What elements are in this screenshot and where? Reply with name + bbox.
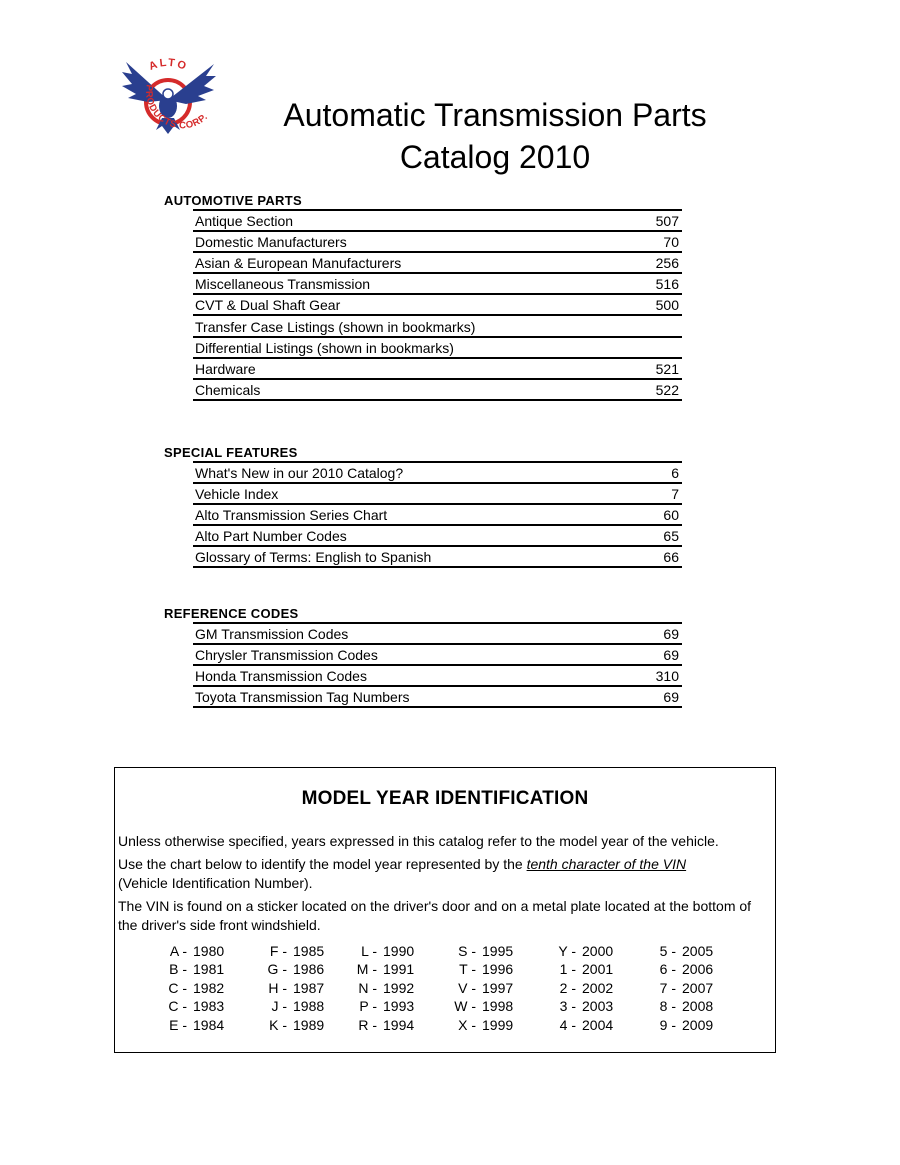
vin-code-year: 1989 xyxy=(293,1016,325,1033)
model-year-title: MODEL YEAR IDENTIFICATION xyxy=(301,788,589,809)
vin-code-letter: H - xyxy=(268,979,287,996)
vin-code-year: 1991 xyxy=(383,961,415,978)
toc-label: Chrysler Transmission Codes xyxy=(195,647,378,664)
vin-code-letter: P - xyxy=(359,998,377,1015)
vin-code-entry xyxy=(263,979,324,997)
vin-code-letter: W - xyxy=(454,998,476,1015)
vin-code-entry xyxy=(353,1016,414,1034)
vin-code-letter: B - xyxy=(169,961,187,978)
vin-code-letter: L - xyxy=(361,943,377,959)
toc-list xyxy=(193,209,682,401)
toc-row[interactable] xyxy=(193,687,682,708)
toc-label: Differential Listings (shown in bookmarks) xyxy=(195,339,454,356)
vin-code-letter: Y - xyxy=(558,943,576,959)
vin-code-entry xyxy=(353,997,414,1015)
svg-text:ALTO xyxy=(147,57,189,73)
toc-page: 256 xyxy=(655,255,679,272)
vin-code-entry xyxy=(452,979,513,997)
vin-code-year: 2008 xyxy=(682,998,714,1015)
eagle-head xyxy=(163,89,173,99)
vin-code-year: 1981 xyxy=(193,961,225,978)
vin-code-year: 2004 xyxy=(582,1016,614,1033)
vin-code-entry xyxy=(163,979,224,997)
vin-code-letter: T - xyxy=(459,961,476,978)
vin-code-letter: 8 - xyxy=(659,998,676,1015)
vin-code-entry xyxy=(353,979,414,997)
model-year-para-3: The VIN is found on a sticker located on the driver's door and on a metal plate located at the bottom of the driver's side front windshield. xyxy=(118,898,752,933)
vin-code-year: 1987 xyxy=(293,979,325,996)
toc-label: Alto Part Number Codes xyxy=(195,528,347,545)
vin-code-year: 2009 xyxy=(682,1016,714,1033)
toc-page: 6 xyxy=(671,465,679,482)
vin-code-entry xyxy=(652,942,713,960)
toc-page: 522 xyxy=(655,381,679,398)
toc-page: 69 xyxy=(663,626,679,643)
vin-code-letter: 5 - xyxy=(659,943,676,959)
toc-row[interactable] xyxy=(193,316,682,337)
vin-code-entry xyxy=(263,997,324,1015)
vin-code-entry xyxy=(552,942,613,960)
toc-row[interactable] xyxy=(193,526,682,547)
vin-code-entry xyxy=(353,960,414,978)
vin-code-year: 2002 xyxy=(582,979,614,996)
toc-label: Glossary of Terms: English to Spanish xyxy=(195,549,432,566)
toc-list xyxy=(193,622,682,708)
toc-page: 310 xyxy=(655,668,679,685)
toc-label: Toyota Transmission Tag Numbers xyxy=(195,689,410,706)
toc-row[interactable] xyxy=(193,232,682,253)
section-heading: REFERENCE CODES xyxy=(164,606,299,621)
model-year-para-2 xyxy=(118,855,765,893)
title-line-2: Catalog 2010 xyxy=(399,139,591,175)
vin-code-year: 1986 xyxy=(293,961,325,978)
toc-page: 69 xyxy=(663,647,679,664)
para-2-after: (Vehicle Identification Number). xyxy=(118,875,313,891)
vin-code-letter: N - xyxy=(358,979,377,996)
vin-code-entry xyxy=(652,1016,713,1034)
vin-code-entry xyxy=(552,979,613,997)
vin-code-letter: 4 - xyxy=(559,1016,576,1033)
toc-row[interactable] xyxy=(193,505,682,526)
vin-code-entry xyxy=(452,942,513,960)
title-line-1: Automatic Transmission Parts xyxy=(283,97,707,133)
catalog-title xyxy=(250,94,740,178)
toc-label: Honda Transmission Codes xyxy=(195,668,367,685)
toc-label: Miscellaneous Transmission xyxy=(195,276,371,293)
toc-row[interactable] xyxy=(193,380,682,401)
toc-row[interactable] xyxy=(193,211,682,232)
toc-label: Domestic Manufacturers xyxy=(195,234,347,251)
toc-row[interactable] xyxy=(193,547,682,568)
vin-code-entry xyxy=(263,942,324,960)
vin-year-codes xyxy=(115,942,777,1037)
toc-page: 65 xyxy=(663,528,679,545)
vin-code-entry xyxy=(652,997,713,1015)
toc-page: 60 xyxy=(663,507,679,524)
vin-code-entry xyxy=(163,1016,224,1034)
model-year-box xyxy=(114,767,776,1053)
vin-code-entry xyxy=(652,960,713,978)
vin-code-letter: 6 - xyxy=(659,961,676,978)
toc-list xyxy=(193,461,682,568)
vin-code-year: 1984 xyxy=(193,1016,225,1033)
toc-row[interactable] xyxy=(193,484,682,505)
toc-row[interactable] xyxy=(193,463,682,484)
vin-code-year: 2003 xyxy=(582,998,614,1015)
vin-code-letter: 2 - xyxy=(559,979,576,996)
toc-label: Antique Section xyxy=(195,213,294,230)
vin-code-letter: V - xyxy=(458,979,476,996)
toc-row[interactable] xyxy=(193,338,682,359)
toc-label: Chemicals xyxy=(195,381,261,398)
model-year-para-1: Unless otherwise specified, years expressed in this catalog refer to the model year of the vehicle. xyxy=(118,833,719,849)
vin-code-year: 2001 xyxy=(582,961,614,978)
vin-code-entry xyxy=(353,942,414,960)
vin-code-letter: X - xyxy=(458,1016,476,1033)
vin-code-letter: K - xyxy=(269,1016,287,1033)
vin-code-entry xyxy=(163,960,224,978)
logo-bottom-text: PRODUCTS CORP. xyxy=(143,83,211,132)
toc-label: Hardware xyxy=(195,360,256,377)
vin-code-letter: G - xyxy=(267,961,287,978)
vin-code-year: 1983 xyxy=(193,998,225,1015)
toc-row[interactable] xyxy=(193,359,682,380)
vin-code-entry xyxy=(452,997,513,1015)
vin-code-entry xyxy=(163,942,224,960)
para-2-before: Use the chart below to identify the model year represented by the xyxy=(118,856,527,872)
vin-code-letter: 1 - xyxy=(559,961,576,978)
toc-row[interactable] xyxy=(193,624,682,645)
vin-code-year: 1992 xyxy=(383,979,415,996)
vin-code-letter: 3 - xyxy=(559,998,576,1015)
vin-code-letter: C - xyxy=(168,979,187,996)
vin-code-year: 1995 xyxy=(482,943,514,959)
reference-codes-section xyxy=(164,605,682,708)
vin-code-letter: A - xyxy=(169,943,187,959)
vin-code-year: 1980 xyxy=(193,943,225,959)
toc-row[interactable] xyxy=(193,666,682,687)
vin-code-letter: E - xyxy=(169,1016,187,1033)
alto-products-logo xyxy=(118,52,218,144)
vin-code-year: 1998 xyxy=(482,998,514,1015)
vin-code-year: 2005 xyxy=(682,943,714,959)
vin-code-entry xyxy=(552,997,613,1015)
vin-code-entry xyxy=(452,960,513,978)
vin-code-year: 1985 xyxy=(293,943,325,959)
toc-row[interactable] xyxy=(193,253,682,274)
vin-code-year: 1994 xyxy=(383,1016,415,1033)
vin-code-entry xyxy=(552,960,613,978)
toc-page: 516 xyxy=(655,276,679,293)
vin-code-entry xyxy=(163,997,224,1015)
special-features-section xyxy=(164,444,682,568)
vin-code-entry xyxy=(263,960,324,978)
eagle-right-wing xyxy=(168,64,216,104)
vin-code-year: 2000 xyxy=(582,943,614,959)
toc-page: 69 xyxy=(663,689,679,706)
toc-page: 70 xyxy=(663,234,679,251)
toc-page: 507 xyxy=(655,213,679,230)
toc-row[interactable] xyxy=(193,645,682,666)
para-2-emphasis: tenth character of the VIN xyxy=(526,856,687,872)
toc-label: CVT & Dual Shaft Gear xyxy=(195,297,341,314)
vin-code-letter: S - xyxy=(458,943,476,959)
vin-code-year: 2006 xyxy=(682,961,714,978)
vin-code-letter: F - xyxy=(269,943,287,959)
toc-label: Asian & European Manufacturers xyxy=(195,255,402,272)
vin-code-entry xyxy=(452,1016,513,1034)
vin-code-year: 1988 xyxy=(293,998,325,1015)
toc-label: Transfer Case Listings (shown in bookmarks) xyxy=(195,318,476,335)
toc-label: Vehicle Index xyxy=(195,486,279,503)
toc-row[interactable] xyxy=(193,274,682,295)
vin-code-entry xyxy=(263,1016,324,1034)
vin-code-year: 1990 xyxy=(383,943,415,959)
section-heading: AUTOMOTIVE PARTS xyxy=(164,193,302,208)
vin-code-letter: C - xyxy=(168,998,187,1015)
toc-label: Alto Transmission Series Chart xyxy=(195,507,388,524)
toc-page: 7 xyxy=(671,486,679,503)
vin-code-letter: 7 - xyxy=(659,979,676,996)
section-heading: SPECIAL FEATURES xyxy=(164,445,298,460)
logo-top-text: ALTO xyxy=(147,56,190,74)
automotive-parts-section xyxy=(164,192,682,401)
toc-label: What's New in our 2010 Catalog? xyxy=(195,465,404,482)
vin-code-letter: 9 - xyxy=(659,1016,676,1033)
toc-row[interactable] xyxy=(193,295,682,316)
vin-code-year: 1999 xyxy=(482,1016,514,1033)
vin-code-year: 1993 xyxy=(383,998,415,1015)
vin-code-letter: R - xyxy=(358,1016,377,1033)
vin-code-letter: M - xyxy=(356,961,377,978)
vin-code-letter: J - xyxy=(271,998,287,1015)
vin-code-year: 1997 xyxy=(482,979,514,996)
vin-code-year: 2007 xyxy=(682,979,714,996)
vin-code-year: 1982 xyxy=(193,979,225,996)
toc-page: 500 xyxy=(655,297,679,314)
toc-label: GM Transmission Codes xyxy=(195,626,349,643)
toc-page: 66 xyxy=(663,549,679,566)
vin-code-entry xyxy=(552,1016,613,1034)
vin-code-entry xyxy=(652,979,713,997)
toc-page: 521 xyxy=(655,360,679,377)
vin-code-year: 1996 xyxy=(482,961,514,978)
